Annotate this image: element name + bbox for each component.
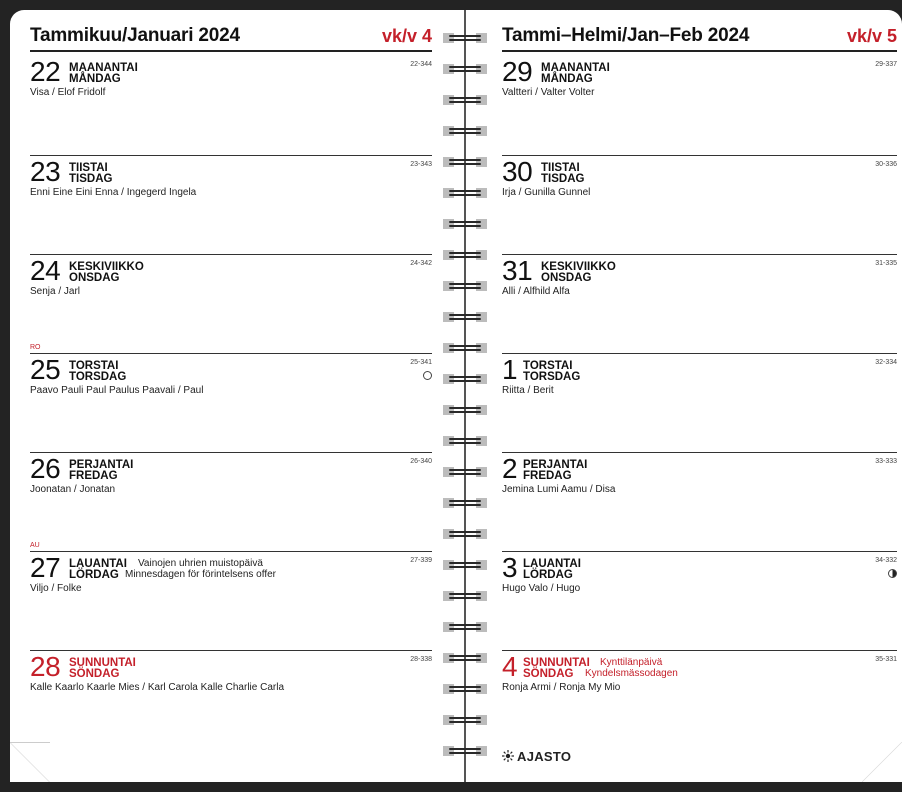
weekday-fi: MAANANTAI — [69, 62, 138, 74]
weekday-fi: LAUANTAI — [69, 558, 127, 570]
day-block[interactable] — [30, 542, 432, 650]
weekday-fi: KESKIVIIKKO — [541, 261, 616, 273]
weekday-sv: FREDAG — [523, 470, 572, 482]
binding-ring — [443, 63, 487, 75]
name-day: Alli / Alfhild Alfa — [502, 286, 570, 297]
weekday-sv: TISDAG — [69, 173, 113, 185]
name-day: Visa / Elof Fridolf — [30, 87, 106, 98]
weekday-sv: MÅNDAG — [541, 73, 593, 85]
day-number: 4 — [502, 651, 518, 682]
day-block[interactable] — [30, 254, 432, 353]
name-day: Jemina Lumi Aamu / Disa — [502, 484, 616, 495]
day-block[interactable] — [502, 155, 897, 254]
day-of-year: 34-332 — [875, 557, 897, 564]
holiday-note-sv: Kyndelsmässodagen — [585, 668, 678, 679]
day-number: 31 — [502, 255, 533, 286]
binding-ring — [443, 466, 487, 478]
day-block[interactable] — [502, 254, 897, 353]
right-page-header — [502, 22, 897, 52]
binding-ring — [443, 404, 487, 416]
binding-ring — [443, 32, 487, 44]
day-number: 24 — [30, 255, 61, 286]
day-of-year: 31-335 — [875, 260, 897, 267]
day-of-year: 25-341 — [410, 359, 432, 366]
day-of-year: 33-333 — [875, 458, 897, 465]
name-day: Riitta / Berit — [502, 385, 554, 396]
binding-ring — [443, 373, 487, 385]
header-rule — [30, 50, 432, 52]
binding-ring — [443, 652, 487, 664]
weekday-fi: TORSTAI — [69, 360, 119, 372]
weekday-sv: TORSDAG — [69, 371, 127, 383]
day-of-year: 24-342 — [410, 260, 432, 267]
holiday-note-fi: Vainojen uhrien muistopäivä — [138, 558, 263, 569]
day-number: 23 — [30, 156, 61, 187]
binding-ring — [443, 714, 487, 726]
day-block[interactable] — [502, 353, 897, 452]
day-number: 30 — [502, 156, 533, 187]
sun-icon — [502, 750, 514, 762]
weekday-sv: ONSDAG — [541, 272, 592, 284]
binding-ring — [443, 218, 487, 230]
day-of-year: 23-343 — [410, 161, 432, 168]
weekday-sv: LÖRDAG — [69, 569, 119, 581]
binding-ring — [443, 342, 487, 354]
month-title: Tammikuu/Januari 2024 — [30, 25, 240, 46]
weekday-sv: ONSDAG — [69, 272, 120, 284]
day-of-year: 27-339 — [410, 557, 432, 564]
day-of-year: 22-344 — [410, 61, 432, 68]
binding-ring — [443, 435, 487, 447]
flag-day-marker: AU — [30, 542, 40, 549]
day-number: 26 — [30, 453, 61, 484]
name-day: Enni Eine Eini Enna / Ingegerd Ingela — [30, 187, 197, 198]
weekday-fi: TIISTAI — [69, 162, 108, 174]
binding-ring — [443, 249, 487, 261]
name-day: Paavo Pauli Paul Paulus Paavali / Paul — [30, 385, 204, 396]
name-day: Valtteri / Valter Volter — [502, 87, 595, 98]
binding-ring — [443, 590, 487, 602]
day-block[interactable] — [30, 155, 432, 254]
weekday-sv: LÖRDAG — [523, 569, 573, 581]
name-day: Hugo Valo / Hugo — [502, 583, 581, 594]
name-day: Ronja Armi / Ronja My Mio — [502, 682, 621, 693]
day-block[interactable] — [30, 452, 432, 551]
day-of-year: 26-340 — [410, 458, 432, 465]
name-day: Kalle Kaarlo Kaarle Mies / Karl Carola Kalle Charlie Carla — [30, 682, 284, 693]
binding-ring — [443, 683, 487, 695]
weekday-sv: FREDAG — [69, 470, 118, 482]
day-block[interactable] — [30, 344, 432, 452]
header-rule — [502, 50, 897, 52]
day-of-year: 29-337 — [875, 61, 897, 68]
day-block[interactable] — [30, 56, 432, 155]
weekday-sv: TISDAG — [541, 173, 585, 185]
day-block[interactable] — [502, 452, 897, 551]
binding-ring — [443, 621, 487, 633]
weekday-fi: MAANANTAI — [541, 62, 610, 74]
day-number: 25 — [30, 354, 61, 385]
holiday-note-sv: Minnesdagen för förintelsens offer — [125, 569, 277, 580]
day-of-year: 30-336 — [875, 161, 897, 168]
day-number: 1 — [502, 354, 518, 385]
flag-day-marker: RO — [30, 344, 41, 351]
weekday-fi: SUNNUNTAI — [69, 657, 136, 669]
binding-ring — [443, 497, 487, 509]
day-number: 3 — [502, 552, 518, 583]
brand-name: AJASTO — [517, 749, 572, 764]
binding-ring — [443, 559, 487, 571]
week-number: vk/v 4 — [381, 26, 432, 46]
day-block[interactable] — [502, 551, 897, 650]
binding-ring — [443, 528, 487, 540]
day-number: 28 — [30, 651, 61, 682]
weekday-fi: PERJANTAI — [69, 459, 134, 471]
binding-ring — [443, 94, 487, 106]
weekday-sv: SÖNDAG — [523, 668, 574, 680]
binding-ring — [443, 125, 487, 137]
half-moon-icon — [888, 569, 897, 578]
holiday-note-fi: Kynttilänpäivä — [600, 657, 663, 668]
weekday-fi: LAUANTAI — [523, 558, 581, 570]
day-of-year: 28-338 — [410, 656, 432, 663]
left-page-header — [30, 22, 432, 52]
weekday-fi: SUNNUNTAI — [523, 657, 590, 669]
weekday-fi: TORSTAI — [523, 360, 573, 372]
month-title: Tammi–Helmi/Jan–Feb 2024 — [502, 25, 750, 46]
binding-ring — [443, 187, 487, 199]
weekday-sv: SÖNDAG — [69, 668, 120, 680]
binding-ring — [443, 280, 487, 292]
full-moon-icon — [423, 371, 432, 380]
day-of-year: 35-331 — [875, 656, 897, 663]
weekday-sv: TORSDAG — [523, 371, 581, 383]
weekday-sv: MÅNDAG — [69, 73, 121, 85]
name-day: Viljo / Folke — [30, 583, 82, 594]
name-day: Senja / Jarl — [30, 286, 81, 297]
name-day: Irja / Gunilla Gunnel — [502, 187, 591, 198]
weekday-fi: TIISTAI — [541, 162, 580, 174]
day-number: 2 — [502, 453, 518, 484]
binding-ring — [443, 745, 487, 757]
name-day: Joonatan / Jonatan — [30, 484, 116, 495]
day-block[interactable] — [30, 650, 432, 749]
binding-ring — [443, 311, 487, 323]
day-of-year: 32-334 — [875, 359, 897, 366]
brand-logo — [502, 749, 571, 764]
day-block[interactable] — [502, 56, 897, 155]
binding-ring — [443, 156, 487, 168]
day-number: 22 — [30, 56, 61, 87]
day-number: 27 — [30, 552, 61, 583]
day-block[interactable] — [502, 650, 897, 749]
weekday-fi: KESKIVIIKKO — [69, 261, 144, 273]
weekday-fi: PERJANTAI — [523, 459, 588, 471]
week-number: vk/v 5 — [846, 26, 897, 46]
day-number: 29 — [502, 56, 533, 87]
